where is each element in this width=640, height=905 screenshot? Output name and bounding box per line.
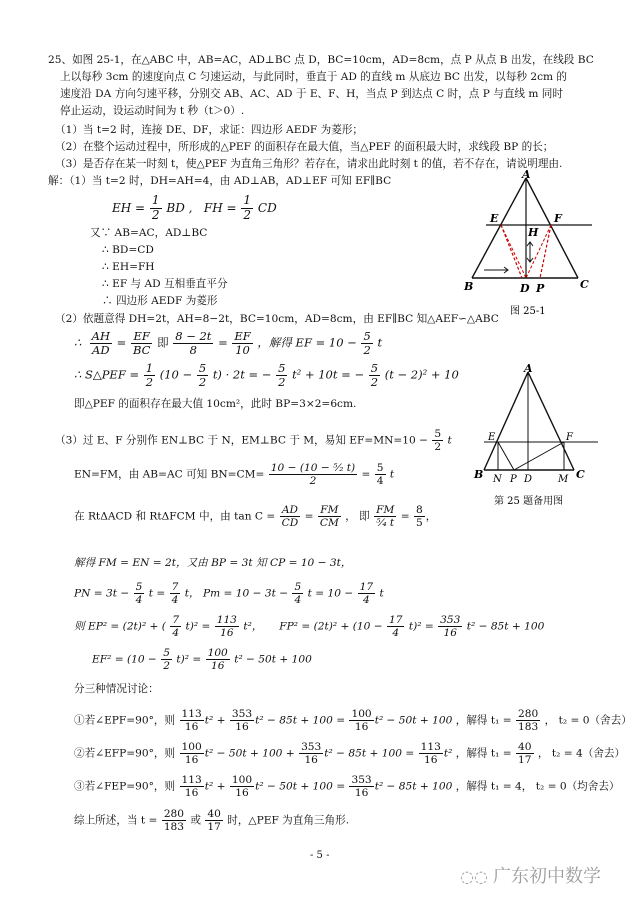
- part3-ef: EF² = (10 − $\frac{5}{2}$ t)² = $\frac{100}{16}$ t² − 50t + 100: [92, 647, 312, 673]
- fig1-label-a: A: [522, 170, 531, 181]
- fig2-label-b: B: [474, 468, 484, 481]
- part2-result: 即△PEF 的面积存在最大值 10cm²，此时 BP=3×2=6cm.: [74, 398, 357, 410]
- page-number: - 5 -: [310, 850, 330, 861]
- fig2-label-c: C: [576, 468, 585, 481]
- fig2-label-a: A: [524, 362, 533, 375]
- figure-backup: [470, 362, 610, 512]
- part3-intro: （3）过 E、F 分别作 EN⊥BC 于 N，EM⊥BC 于 M，易知 EF=MN=10 − $\frac{5}{2}$ t: [55, 428, 452, 454]
- reason-3: ∴ EH=FH: [102, 261, 155, 273]
- reason-2: ∴ BD=CD: [102, 244, 154, 256]
- problem-line-1: 25、如图 25-1，在△ABC 中，AB=AC，AD⊥BC 点 D，BC=10cm，AD=8cm，点 P 从点 B 出发，在线段 BC: [48, 54, 594, 66]
- case-2: ②若∠EFP=90°，则 $\frac{100}{16}$ t² − 50t + 100 + $\frac{353}{16}$ t² − 85t + 100 = $\frac{113}{16}$ t² ，解得 t₁ = $\frac{40}{17}$ ， t₂ = 4（舍去）: [74, 741, 626, 767]
- eq-eh-fh: EH = $\frac{1}{2}$ BD , FH = $\frac{1}{2}$ CD: [112, 193, 277, 222]
- fig2-label-f: F: [566, 432, 573, 443]
- question-1: （1）当 t=2 时，连接 DE、DF，求证：四边形 AEDF 为菱形；: [55, 124, 364, 136]
- fig1-label-p: P: [536, 282, 545, 295]
- fig2-label-n: N: [493, 474, 502, 485]
- watermark: ◌◌ 广东初中数学: [460, 866, 602, 887]
- wechat-icon: ◌◌: [460, 867, 494, 886]
- question-2: （2）在整个运动过程中，所形成的△PEF 的面积存在最大值，当△PEF 的面积最大时，求线段 BP 的长；: [55, 141, 554, 153]
- problem-line-4: 停止运动，设运动时间为 t 秒（t＞0）.: [60, 105, 245, 117]
- part2-ratio: ∴ $\frac{AH}{AD}$ = $\frac{EF}{BC}$ 即 $\frac{8 - 2t}{8}$ = $\frac{EF}{10}$ ，解得 EF = 10 − $\frac{5}{2}$ t: [74, 329, 383, 358]
- part3-tan: 在 RtΔACD 和 RtΔFCM 中，由 tan C = $\frac{AD}{CD}$ = $\frac{FM}{CM}$ ， 即 $\frac{FM}{\text{⁵⁄₄ t}}$ = $\frac{8}{5}$ ，: [74, 504, 437, 530]
- part2-area: ∴ S△PEF = $\frac{1}{2}$ (10 − $\frac{5}{2}$ t) · 2t = − $\frac{5}{2}$ t² + 10t = − $\frac{5}{2}$ (t − 2)² + 10: [74, 361, 459, 390]
- reason-1: 又∵ AB=AC，AD⊥BC: [90, 227, 208, 239]
- case-3: ③若∠FEP=90°，则 $\frac{113}{16}$ t² + $\frac{100}{16}$ t² − 50t + 100 = $\frac{353}{16}$ t² − 85t + 100 ，解得 t₁ = 4， t₂ = 0（均舍去）: [74, 774, 620, 800]
- figure-25-1: [460, 170, 605, 320]
- part3-fm: 解得 FM = EN = 2t，又由 BP = 3t 知 CP = 10 − 3t，: [74, 557, 352, 569]
- fig2-label-d: D: [524, 474, 533, 485]
- fig1-label-d: D: [520, 282, 530, 295]
- question-3: （3）是否存在某一时刻 t，使△PEF 为直角三角形？若存在，请求出此时刻 t 的值，若不存在，请说明理由.: [55, 158, 563, 170]
- part3-pn-pm: PN = 3t − $\frac{5}{4}$ t = $\frac{7}{4}$ t， Pm = 10 − 3t − $\frac{5}{4}$ t = 10 − $\frac{17}{4}$ t: [74, 581, 384, 607]
- case-1: ①若∠EPF=90°，则 $\frac{113}{16}$ t² + $\frac{353}{16}$ t² − 85t + 100 = $\frac{100}{16}$ t² − 50t + 100 ，解得 t₁ = $\frac{280}{183}$ ， t₂ = 0（舍去）: [74, 708, 632, 734]
- fig1-label-b: B: [464, 280, 474, 293]
- part3-bn-cm: EN=FM，由 AB=AC 可知 BN=CM= $\frac{\text{10 − (10 − ⁵⁄₂ t)}}{2}$ = $\frac{5}{4}$ t: [74, 462, 395, 488]
- fig2-caption: 第 25 题备用图: [494, 496, 564, 507]
- part2-intro: （2）依题意得 DH=2t，AH=8−2t，BC=10cm，AD=8cm，由 EF∥BC 知△AEF∽△ABC: [55, 313, 499, 325]
- part3-ep-fp: 则 EP² = (2t)² + ( $\frac{7}{4}$ t)² = $\frac{113}{16}$ t²， FP² = (2t)² + (10 − $\frac{17}{4}$ t)² = $\frac{353}{16}$ t² − 85t + 100: [74, 614, 545, 640]
- problem-line-3: 速度沿 DA 方向匀速平移，分别交 AB、AC、AD 于 E、F、H，当点 P 到达点 C 时，点 P 与直线 m 同时: [60, 88, 563, 100]
- problem-line-2: 上以每秒 3cm 的速度向点 C 匀速运动，与此同时，垂直于 AD 的直线 m 从底边 BC 出发，以每秒 2cm 的: [60, 71, 568, 83]
- reason-4: ∴ EF 与 AD 互相垂直平分: [102, 278, 228, 290]
- fig1-caption: 图 25-1: [510, 306, 546, 317]
- fig1-label-f: F: [554, 212, 562, 225]
- reason-5: ∴ 四边形 AEDF 为菱形: [102, 295, 218, 307]
- fig1-label-c: C: [580, 278, 589, 291]
- conclusion: 综上所述，当 t = $\frac{280}{183}$ 或 $\frac{40}{17}$ 时，△PEF 为直角三角形.: [74, 808, 350, 834]
- fig1-label-e: E: [490, 212, 499, 225]
- fig2-label-e: E: [488, 432, 496, 443]
- fig2-label-p: P: [510, 474, 517, 485]
- solution-part1-intro: 解：（1）当 t=2 时，DH=AH=4，由 AD⊥AB，AD⊥EF 可知 EF∥BC: [48, 175, 392, 187]
- part3-cases-intro: 分三种情况讨论：: [74, 683, 159, 695]
- fig1-label-h: H: [528, 226, 539, 239]
- fig2-label-m: M: [558, 474, 569, 485]
